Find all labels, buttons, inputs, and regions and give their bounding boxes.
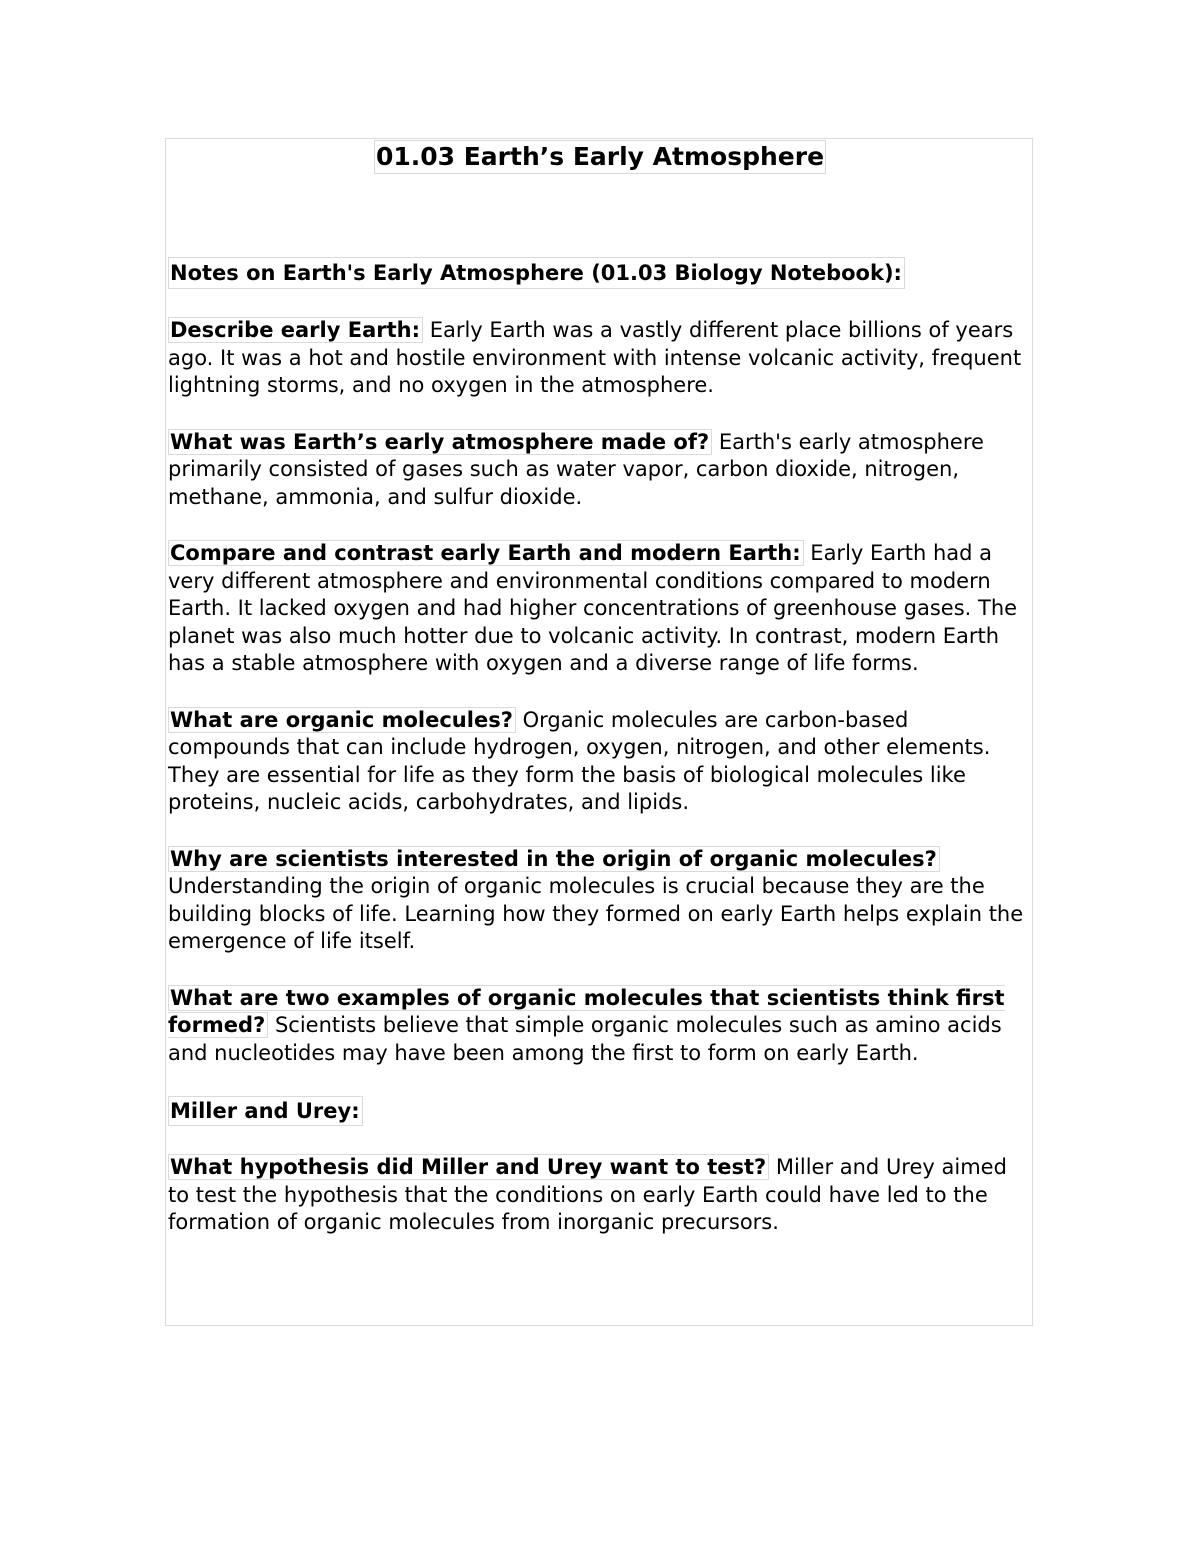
entry-question: What are two examples of organic molecules that scientists think first formed?	[168, 985, 1005, 1037]
entry-question: Describe early Earth:	[168, 317, 423, 343]
entry-compare-contrast	[168, 540, 1032, 678]
entry-first-organic-molecules	[168, 985, 1032, 1068]
entry-answer: Earth's early atmosphere primarily consisted of gases such as water vapor, carbon dioxide, nitrogen, methane, ammonia, and sulfur dioxide.	[168, 429, 984, 509]
entry-answer: Organic molecules are carbon-based compounds that can include hydrogen, oxygen, nitrogen, and other elements. They are essential for life as they form the basis of biological molecules like proteins, nucleic acids, carbohydrates, and lipids.	[168, 707, 991, 814]
miller-urey-heading: Miller and Urey:	[168, 1096, 363, 1126]
entry-describe-early-earth	[168, 317, 1032, 400]
entry-answer: Early Earth had a very different atmosphere and environmental conditions compared to modern Earth. It lacked oxygen and had higher concentrations of greenhouse gases. The planet was also much hotter due to volcanic activity. In contrast, modern Earth has a stable atmosphere with oxygen and a diverse range of life forms.	[168, 541, 1018, 675]
page-title: 01.03 Earth’s Early Atmosphere	[374, 140, 826, 174]
entry-origin-interest	[168, 846, 1032, 956]
entry-early-atmosphere-composition	[168, 429, 1032, 512]
entry-answer: Understanding the origin of organic molecules is crucial because they are the building blocks of life. Learning how they formed on early Earth helps explain the emergence of life itself.	[168, 874, 1024, 953]
entry-answer: Miller and Urey aimed to test the hypothesis that the conditions on early Earth could have led to the formation of organic molecules from inorganic precursors.	[168, 1155, 1007, 1234]
entry-answer: Early Earth was a vastly different place billions of years ago. It was a hot and hostile environment with intense volcanic activity, frequent lightning storms, and no oxygen in the atmosphere.	[168, 318, 1022, 397]
entry-question: What hypothesis did Miller and Urey want to test?	[168, 1154, 769, 1180]
notes-heading: Notes on Earth's Early Atmosphere (01.03 Biology Notebook):	[168, 257, 905, 289]
entry-question: What are organic molecules?	[168, 707, 516, 733]
entry-question: Compare and contrast early Earth and modern Earth:	[168, 540, 804, 566]
entry-question: Why are scientists interested in the origin of organic molecules?	[168, 846, 940, 872]
title-row	[0, 140, 1200, 174]
document-body	[168, 257, 1032, 1266]
entry-answer: Scientists believe that simple organic molecules such as amino acids and nucleotides may have been among the first to form on early Earth.	[168, 1013, 1002, 1065]
entry-organic-molecules	[168, 707, 1032, 817]
entry-question: What was Earth’s early atmosphere made of?	[168, 429, 712, 455]
entry-miller-urey-hypothesis	[168, 1154, 1032, 1237]
